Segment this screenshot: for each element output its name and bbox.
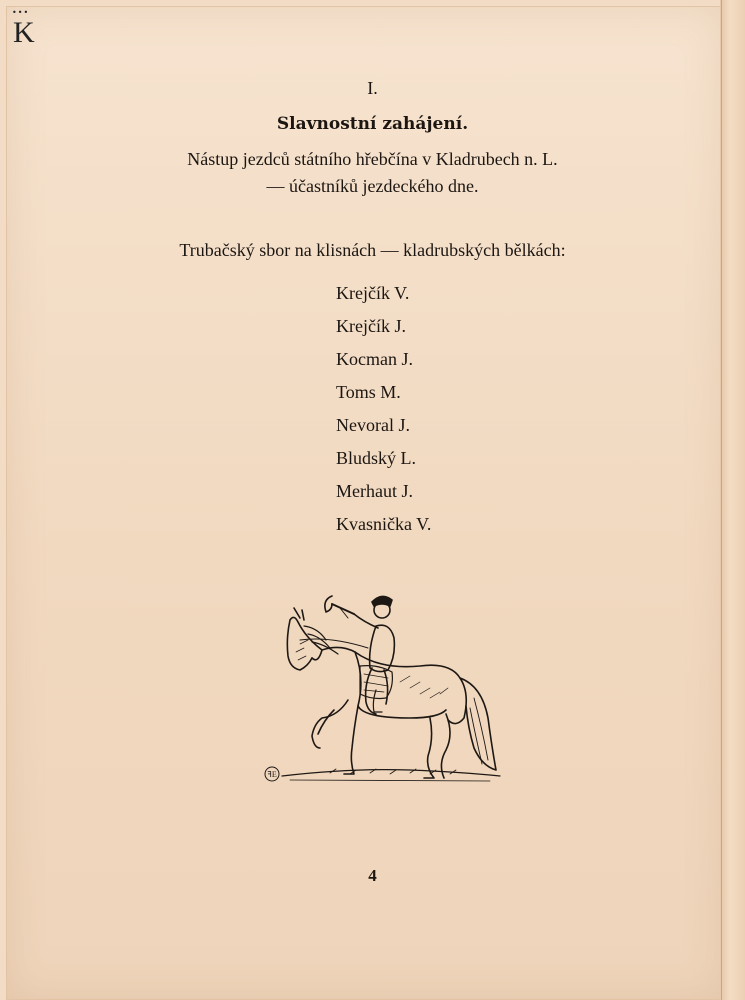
trumpeter-on-horse-illustration: [260, 578, 510, 793]
illustration-monogram: ꟻE: [267, 770, 277, 779]
rider-name: Toms M.: [336, 382, 401, 402]
rider-name: Nevoral J.: [336, 415, 410, 435]
rider-name: Bludský L.: [336, 448, 417, 468]
rider-name: Krejčík V.: [336, 283, 410, 303]
logo-letter: K: [13, 16, 35, 49]
rider-name: Kvasnička V.: [336, 514, 432, 534]
rider-name: Merhaut J.: [336, 481, 413, 501]
intro-line-2: — účastníků jezdeckého dne.: [266, 176, 479, 196]
trumpet-corps-line: Trubačský sbor na klisnách — kladrubských bělkách:: [179, 240, 566, 260]
rider-name-list: [336, 282, 431, 546]
page-number: 4: [368, 866, 377, 885]
section-number: I.: [367, 78, 378, 98]
logo-dots: •••: [12, 8, 30, 17]
intro-line-1: Nástup jezdců státního hřebčína v Kladrubech n. L.: [187, 149, 558, 169]
rider-name: Kocman J.: [336, 349, 413, 369]
section-heading: Slavnostní zahájení.: [276, 114, 469, 134]
rider-name: Krejčík J.: [336, 316, 406, 336]
library-logo: [10, 8, 36, 48]
